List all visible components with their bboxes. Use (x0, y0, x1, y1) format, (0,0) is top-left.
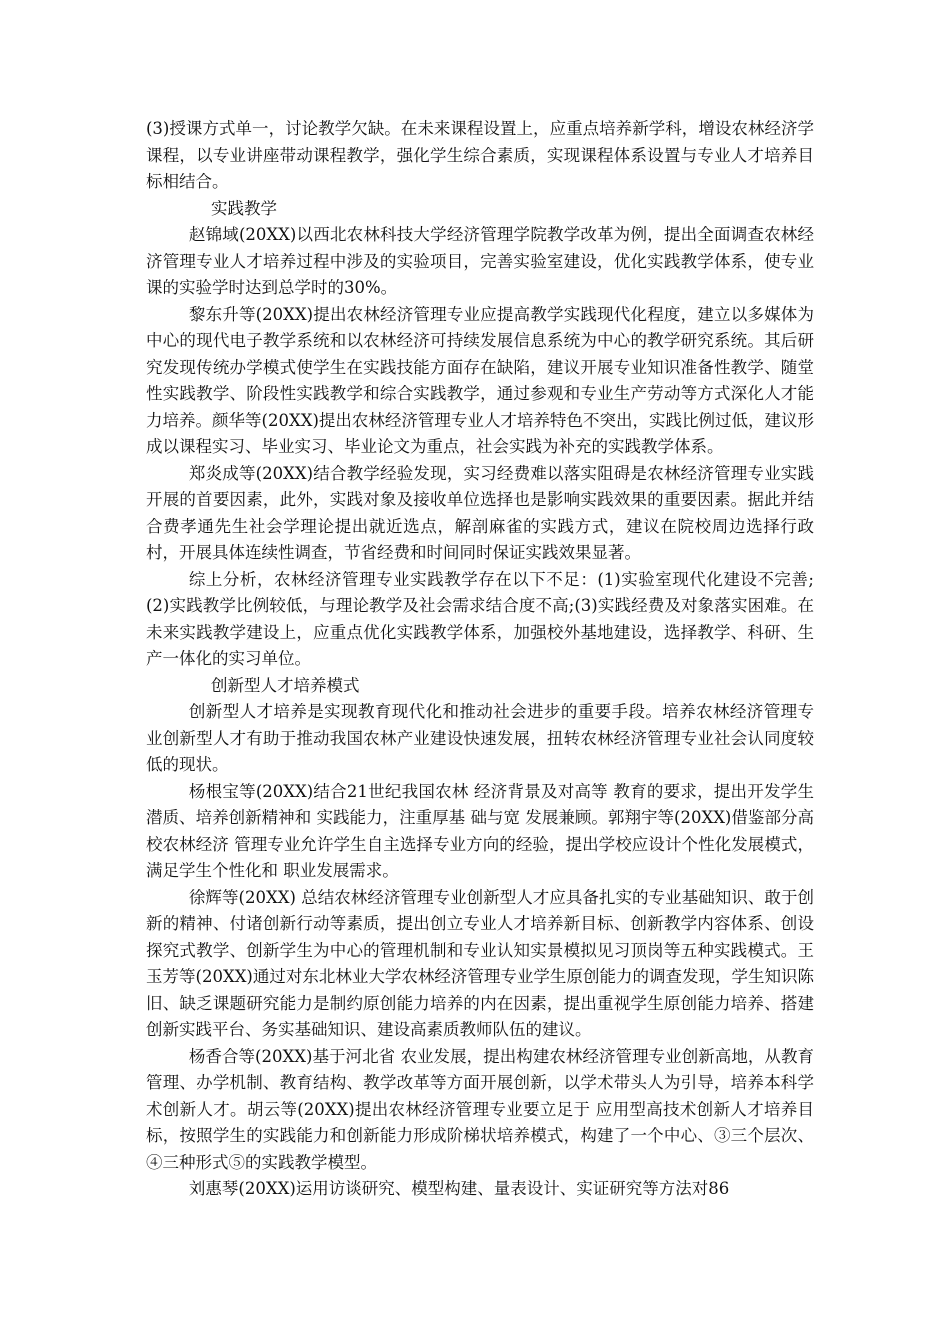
paragraph: (3)授课方式单一，讨论教学欠缺。在未来课程设置上，应重点培养新学科，增设农林经济学课程，以专业讲座带动课程教学，强化学生综合素质，实现课程体系设置与专业人才培养目标相结合。 (146, 119, 814, 191)
section-heading-innovative-talent: 创新型人才培养模式 (211, 675, 360, 695)
paragraph: 赵锦域(20XX)以西北农林科技大学经济管理学院教学改革为例，提出全面调查农林经济管理专业人才培养过程中涉及的实验项目，完善实验室建设，优化实践教学体系，使专业课的实验学时达到总学时的30%。 (146, 225, 814, 297)
paragraph: 杨香合等(20XX)基于河北省 农业发展，提出构建农林经济管理专业创新高地，从教育管理、办学机制、教育结构、教学改革等方面开展创新，以学术带头人为引导，培养本科学术创新人才。胡云等(20XX)提出农林经济管理专业要立足于 应用型高技术创新人才培养目标，按照学生的实践能力和创新能力形成阶梯状培养模式，构建了一个中心、③三个层次、④三种形式⑤的实践教学模型。 (146, 1046, 814, 1172)
section-heading-practice-teaching: 实践教学 (211, 198, 277, 218)
paragraph: 郑炎成等(20XX)结合教学经验发现，实习经费难以落实阻碍是农林经济管理专业实践开展的首要因素，此外，实践对象及接收单位选择也是影响实践效果的重要因素。据此并结合费孝通先生社会学理论提出就近选点，解剖麻雀的实践方式，建议在院校周边选择行政村，开展具体连续性调查，节省经费和时间同时保证实践效果显著。 (146, 463, 814, 562)
paragraph: 黎东升等(20XX)提出农林经济管理专业应提高教学实践现代化程度，建立以多媒体为中心的现代电子教学系统和以农林经济可持续发展信息系统为中心的教学研究系统。其后研究发现传统办学模式使学生在实践技能方面存在缺陷，建议开展专业知识准备性教学、随堂性实践教学、阶段性实践教学和综合实践教学，通过参观和专业生产劳动等方式深化人才能力培养。颜华等(20XX)提出农林经济管理专业人才培养特色不突出，实践比例过低，建议形成以课程实习、毕业实习、毕业论文为重点，社会实践为补充的实践教学体系。 (146, 304, 814, 456)
paragraph: 创新型人才培养是实现教育现代化和推动社会进步的重要手段。培养农林经济管理专业创新型人才有助于推动我国农林产业建设快速发展，扭转农林经济管理专业社会认同度较低的现状。 (146, 702, 814, 774)
paragraph: 徐辉等(20XX) 总结农林经济管理专业创新型人才应具备扎实的专业基础知识、敢于创新的精神、付诸创新行动等素质，提出创立专业人才培养新目标、创新教学内容体系、创设探究式教学、创新学生为中心的管理机制和专业认知实景模拟见习顶岗等五种实践模式。王玉芳等(20XX)通过对东北林业大学农林经济管理专业学生原创能力的调查发现，学生知识陈旧、缺乏课题研究能力是制约原创能力培养的内在因素，提出重视学生原创能力培养、搭建创新实践平台、务实基础知识、建设高素质教师队伍的建议。 (146, 887, 814, 1039)
paragraph: 杨根宝等(20XX)结合21世纪我国农林 经济背景及对高等 教育的要求，提出开发学生潜质、培养创新精神和 实践能力，注重厚基 础与宽 发展兼顾。郭翔宇等(20XX)借鉴部分高校农林经济 管理专业允许学生自主选择专业方向的经验，提出学校应设计个性化发展模式，满足学生个性化和 职业发展需求。 (146, 781, 814, 880)
document-body (146, 116, 814, 1203)
paragraph: 综上分析，农林经济管理专业实践教学存在以下不足：(1)实验室现代化建设不完善;(2)实践教学比例较低，与理论教学及社会需求结合度不高;(3)实践经费及对象落实困难。在未来实践教学建设上，应重点优化实践教学体系，加强校外基地建设，选择教学、科研、生产一体化的实习单位。 (146, 569, 814, 668)
paragraph: 刘惠琴(20XX)运用访谈研究、模型构建、量表设计、实证研究等方法对86 (188, 1179, 730, 1198)
